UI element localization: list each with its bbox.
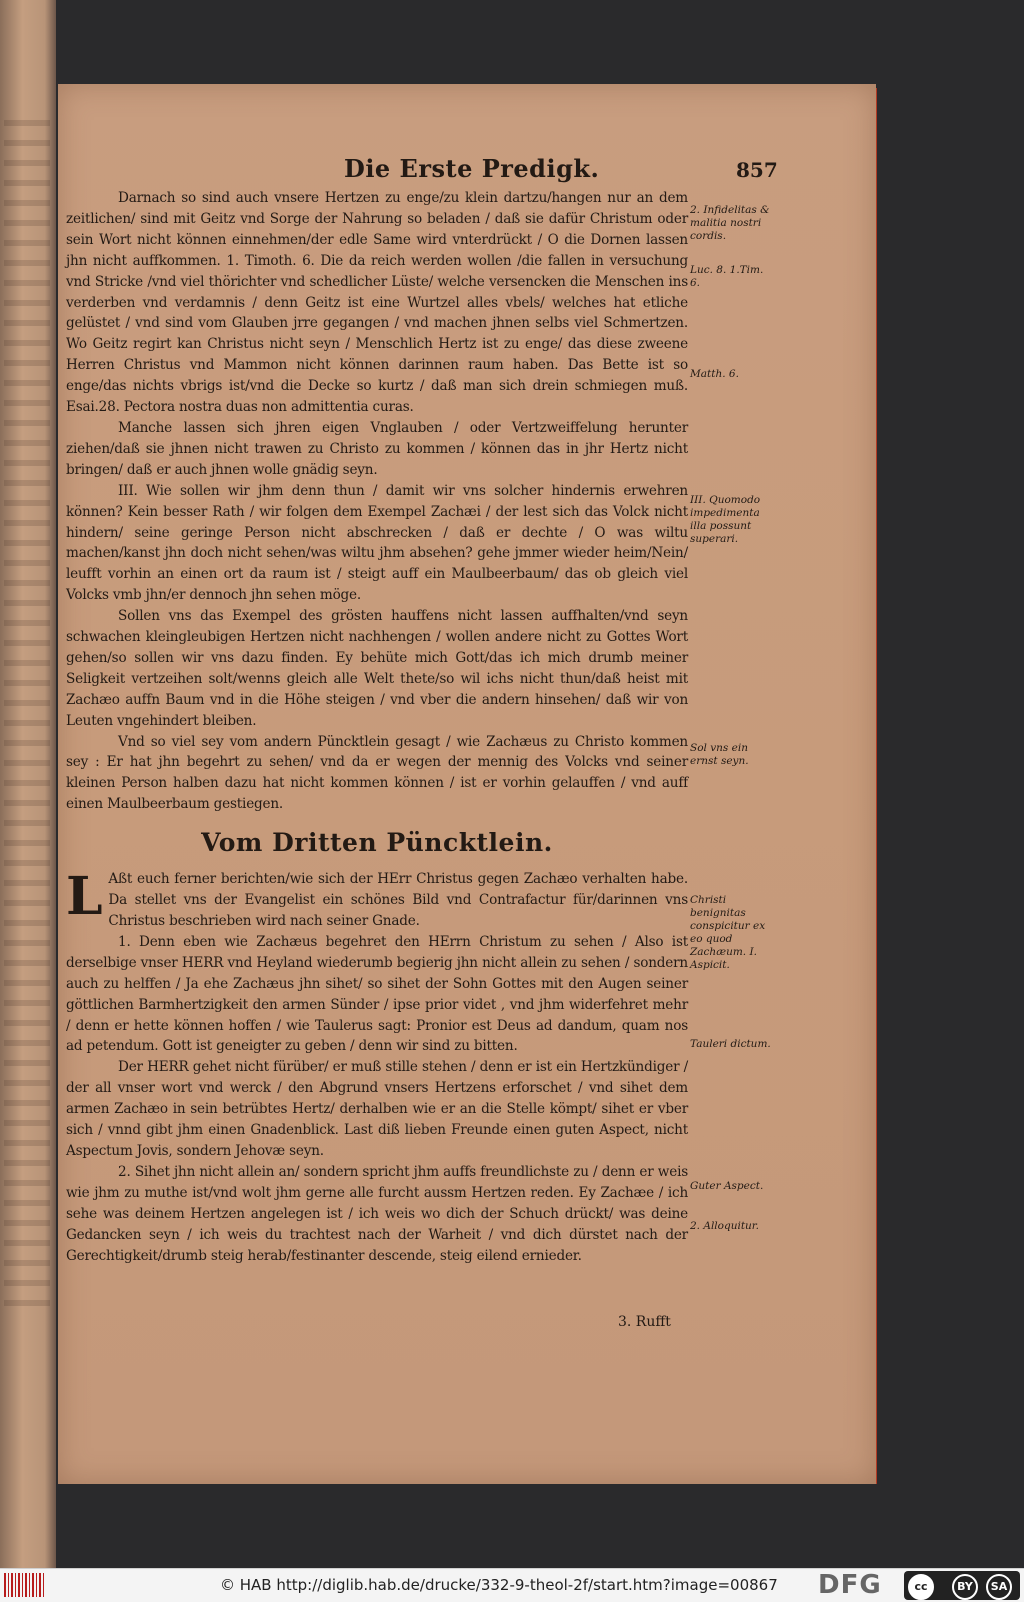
margin-note: Guter Aspect.	[690, 1180, 764, 1192]
section-paragraph-1-text: Aßt euch ferner berichten/wie sich der HErr Christus gegen Zachæo verhalten habe. Da stellet vns der Evangelist ein schönes Bild vnd Contrafactur für/darinnen vns Christus beschrieben wird nach seiner Gnade.	[108, 871, 688, 929]
cc-license-badge[interactable]	[904, 1571, 1020, 1600]
page-body	[66, 188, 688, 1266]
page-title: Die Erste Predigk.	[344, 154, 600, 183]
cc-icon: cc	[908, 1574, 934, 1600]
adjacent-page-edge	[0, 0, 56, 1568]
paragraph-1: Darnach so sind auch vnsere Hertzen zu enge/zu klein dartzu/hangen nur an dem zeitlichen/ sind mit Geitz vnd Sorge der Nahrung so beladen / daß sie dafür Christum oder sein Wort nicht können einnehmen/der edle Same wird vnterdrückt / O die Dornen lassen jhn nicht auffkommen. 1. Timoth. 6. Die da reich werden wollen /die fallen in versuchung vnd Stricke /vnd viel thörichter vnd schedlicher Lüste/ welche versencken die Menschen ins verderben vnd verdamnis / denn Geitz ist eine Wurtzel alles vbels/ welches hat etliche gelüstet / vnd sind vom Glauben jrre gegangen / vnd machen jhnen selbs viel Schmertzen. Wo Geitz regirt kan Christus nicht seyn / Menschlich Hertz ist zu enge/ das diese zweene Herren Christus vnd Mammon nicht können darinnen raum haben. Das Bette ist so enge/das nichts vbrigs ist/vnd die Decke so kurtz / daß man sich drein schmiegen muß. Esai.28. Pectora nostra duas non admittentia curas.	[66, 190, 688, 416]
margin-note: Christi benignitas conspicitur ex eo quod Zachæum. I. Aspicit.	[690, 894, 766, 971]
margin-note: Luc. 8. 1.Tim. 6.	[690, 264, 764, 289]
margin-note: III. Quomodo impedimenta illa possunt superari.	[690, 494, 761, 545]
dfg-logo: DFG	[818, 1570, 882, 1600]
scanned-page	[58, 84, 876, 1484]
section-paragraph-1	[66, 866, 688, 932]
by-icon: BY	[952, 1574, 978, 1600]
paragraph-2: Manche lassen sich jhren eigen Vnglauben / oder Vertzweiffelung herunter ziehen/daß sie jhnen nicht trawen zu Christo zu kommen / können das in jhr Hertz nicht bringen/ daß er auch jhnen wolle gnädig seyn.	[66, 419, 688, 478]
paragraph-3: III. Wie sollen wir jhm denn thun / damit wir vns solcher hindernis erwehren können? Kein besser Rath / wir folgen dem Exempel Zachæi / der lest sich das Volck nicht hindern/ seine geringe Person nicht abschrecken / daß er dechte / O was wiltu machen/kanst jhn doch nicht sehen/was wiltu jhm absehen? gehe jmmer wieder heim/Nein/ leufft vorhin an einen ort da raum ist / steigt auff ein Maulbeerbaum/ das ob gleich viel Volcks vmb jhn/er dennoch jhn sehen möge.	[66, 482, 688, 604]
margin-note: Matth. 6.	[690, 368, 739, 380]
barcode-icon	[4, 1573, 44, 1597]
decorated-initial: L	[66, 866, 103, 928]
page-header	[288, 154, 788, 184]
source-link[interactable]: © HAB http://diglib.hab.de/drucke/332-9-theol-2f/start.htm?image=00867	[220, 1576, 778, 1594]
section-paragraph-2: 1. Denn eben wie Zachæus begehret den HErrn Christum zu sehen / Also ist derselbige vnser HERR vnd Heyland wiederumb begierig jhn nicht allein zu sehen / sondern auch zu helffen / Ja ehe Zachæus jhn sihet/ so sihet der Sohn Gottes mit den Augen seiner göttlichen Barmhertzigkeit den armen Sünder / ipse prior videt , vnd jhm widerfehret mehr / denn er hette können hoffen / wie Taulerus sagt: Pronior est Deus ad dandum, quam nos ad petendum. Gott ist geneigter zu geben / denn wir sind zu bitten.	[66, 933, 688, 1055]
catchword: 3. Rufft	[618, 1314, 671, 1330]
paragraph-5: Vnd so viel sey vom andern Püncktlein gesagt / wie Zachæus zu Christo kommen sey : Er hat jhn begehrt zu sehen/ vnd da er wegen der mennig des Volcks vnd seiner kleinen Person halben dazu hat nicht kommen können / ist er vorhin gelauffen / vnd auff einen Maulbeerbaum gestiegen.	[66, 733, 688, 813]
adjacent-page-text-fragments	[4, 120, 50, 1320]
margin-note: Tauleri dictum.	[690, 1038, 771, 1050]
margin-note: 2. Alloquitur.	[690, 1220, 760, 1232]
margin-note: 2. Infidelitas & malitia nostri cordis.	[690, 204, 770, 242]
paragraph-4: Sollen vns das Exempel des grösten hauffens nicht lassen auffhalten/vnd seyn schwachen kleingleubigen Hertzen nicht nachhengen / wollen andere nicht zu Gottes Wort gehen/so sollen wir vns dazu finden. Ey behüte mich Gott/das ich mich drumb meiner Seligkeit vertzeihen solt/wenns gleich alle Welt thete/so wil ichs nicht thun/daß heist mit Zachæo auffn Baum vnd in die Höhe steigen / vnd vber die andern hinsehen/ daß wir von Leuten vngehindert bleiben.	[66, 608, 688, 729]
page-number: 857	[736, 158, 778, 182]
viewer-footer	[0, 1568, 1024, 1602]
section-paragraph-3: Der HERR gehet nicht fürüber/ er muß stille stehen / denn er ist ein Hertzkündiger / der all vnser wort vnd werck / den Abgrund vnsers Hertzens erforschet / vnd sihet dem armen Zachæo in sein betrübtes Hertz/ derhalben wie er an die Stelle kömpt/ sihet er vber sich / vnnd gibt jhm einen Gnadenblick. Last diß lieben Freunde einen guten Aspect, nicht Aspectum Jovis, sondern Jehovæ seyn.	[66, 1059, 688, 1159]
section-title: Vom Dritten Püncktlein.	[201, 828, 553, 858]
section-paragraph-4: 2. Sihet jhn nicht allein an/ sondern spricht jhm auffs freundlichste zu / denn er weis wie jhm zu muthe ist/vnd wolt jhm gerne alle furcht aussm Hertzen reden. Ey Zachæe / ich sehe was deinem Hertzen angelegen ist / ich weis wo dich der Schuch drückt/ was deine Gedancken seyn / ich weis du trachtest nach der Warheit / vnd dich dürstet nach der Gerechtigkeit/drumb steig herab/festinanter descende, steig eilend ernieder.	[66, 1163, 688, 1264]
sa-icon: SA	[986, 1574, 1012, 1600]
margin-note: Sol vns ein ernst seyn.	[690, 742, 749, 767]
